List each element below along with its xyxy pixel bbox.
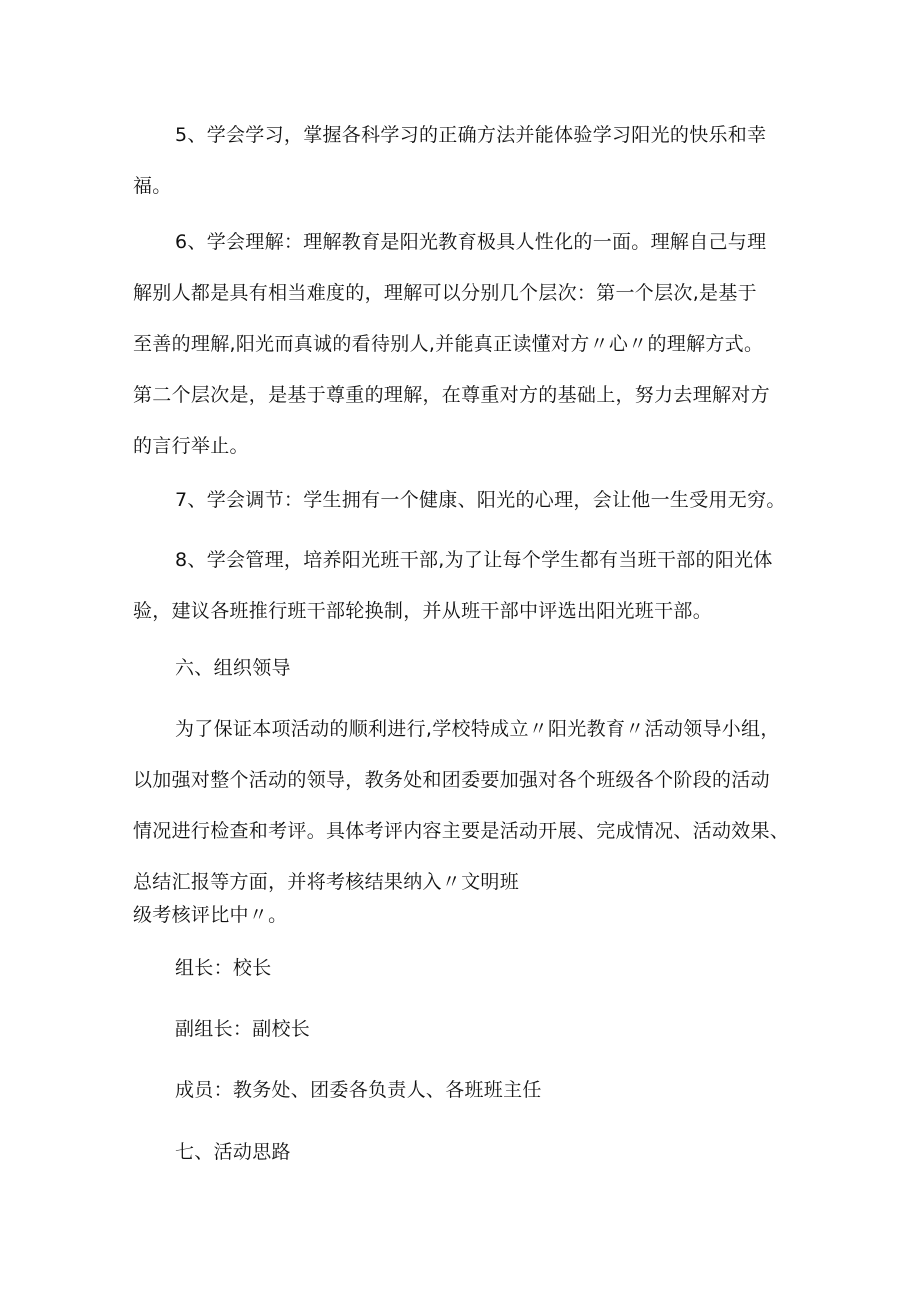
section-heading-7: [133, 1127, 813, 1178]
text-line: 以加强对整个活动的领导，教务处和团委要加强对各个班级各个阶段的活动: [133, 769, 770, 791]
text-line: 7、学会调节：学生拥有一个健康、阳光的心理，会让他一生受用无穷。: [175, 489, 786, 511]
text-line: 副组长：副校长: [175, 1018, 311, 1040]
vice-leader-line: [133, 1004, 813, 1055]
text-line: 级考核评比中〃。: [133, 904, 288, 926]
text-line: 组长：校长: [175, 957, 272, 979]
text-line: 情况进行检查和考评。具体考评内容主要是活动开展、完成情况、活动效果、: [133, 820, 790, 842]
paragraph-5: [133, 110, 813, 212]
heading-text: 六、组织领导: [175, 657, 291, 679]
text-line: 至善的理解,阳光而真诚的看待别人,并能真正读懂对方〃心〃的理解方式。: [133, 333, 764, 355]
text-line: 的言行举止。: [133, 435, 249, 457]
paragraph-7: [133, 475, 813, 526]
heading-text: 七、活动思路: [175, 1141, 291, 1163]
text-line: 5、学会学习，掌握各科学习的正确方法并能体验学习阳光的快乐和幸: [175, 124, 767, 146]
text-line: 验，建议各班推行班干部轮换制，并从班干部中评选出阳光班干部。: [133, 600, 713, 622]
paragraph-organization: [133, 704, 813, 908]
text-line: 第二个层次是，是基于尊重的理解，在尊重对方的基础上，努力去理解对方: [133, 384, 770, 406]
members-line: [133, 1065, 813, 1116]
text-line: 解别人都是具有相当难度的，理解可以分别几个层次：第一个层次,是基于: [133, 282, 757, 304]
text-line: 成员：教务处、团委各负责人、各班班主任: [175, 1079, 542, 1101]
text-line: 总结汇报等方面，并将考核结果纳入〃文明班: [133, 871, 520, 893]
section-heading-6: [133, 643, 813, 694]
paragraph-6: [133, 217, 813, 472]
paragraph-organization-tail: [133, 898, 813, 932]
paragraph-8: [133, 535, 813, 637]
text-line: 福。: [133, 175, 172, 197]
text-line: 为了保证本项活动的顺利进行,学校特成立〃阳光教育〃活动领导小组，: [175, 718, 780, 740]
text-line: 8、学会管理，培养阳光班干部,为了让每个学生都有当班干部的阳光体: [175, 549, 773, 571]
leader-line: [133, 943, 813, 994]
text-line: 6、学会理解：理解教育是阳光教育极具人性化的一面。理解自己与理: [175, 231, 767, 253]
